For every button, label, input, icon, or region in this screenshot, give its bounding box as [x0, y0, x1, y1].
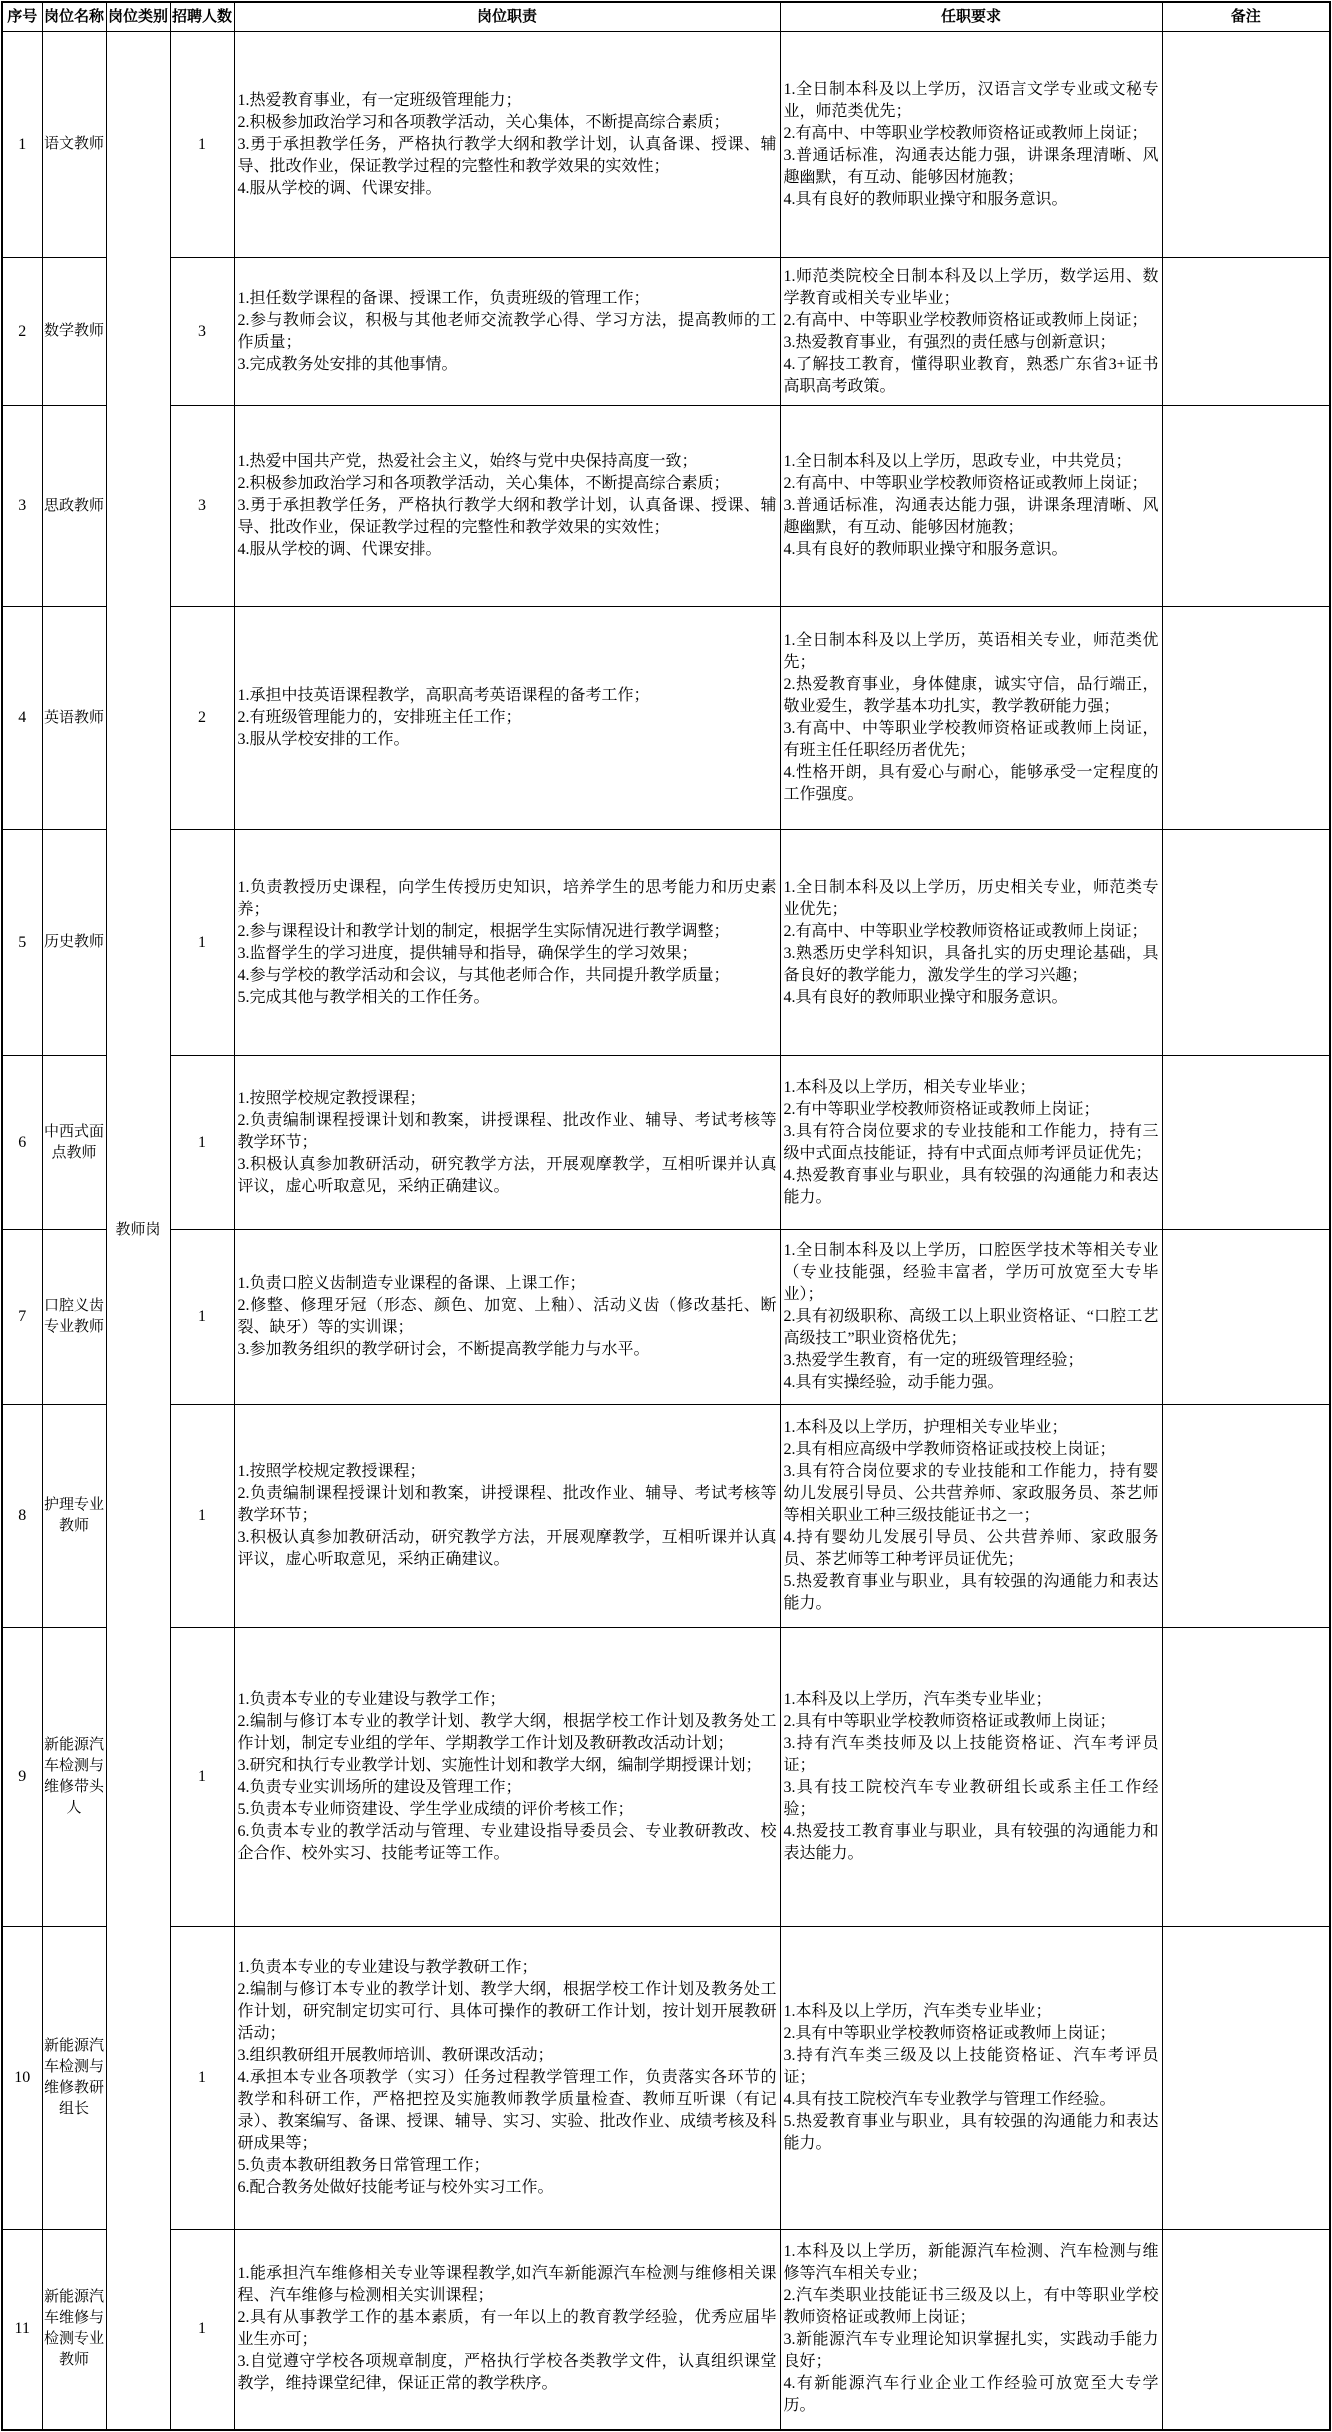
- requirement-item: 3.持有汽车类技师及以上技能资格证、汽车考评员证；: [783, 1735, 1159, 1774]
- requirement-item: 2.汽车类职业技能证书三级及以上，有中等职业学校教师资格证或教师上岗证；: [783, 2287, 1159, 2327]
- duty-item: 6.负责本专业的教学活动与管理、专业建设指导委员会、专业教研教改、校企合作、校外实习、技能考证等工作。: [237, 1823, 777, 1862]
- requirement-item: 1.全日制本科及以上学历，口腔医学技术等相关专业（专业技能强，经验丰富者，学历可放宽至大专毕业）；: [783, 1242, 1159, 1303]
- cell-position-name: 新能源汽车检测与维修带头人: [42, 1628, 106, 1927]
- requirement-item: 4.具有良好的教师职业操守和服务意识。: [783, 541, 1068, 558]
- requirement-item: 3.熟悉历史学科知识，具备扎实的历史理论基础，具备良好的教学能力，激发学生的学习兴趣；: [783, 944, 1159, 984]
- cell-position-name: 新能源汽车维修与检测专业教师: [42, 2230, 106, 2430]
- cell-remarks: [1162, 830, 1330, 1056]
- cell-duties: [234, 406, 780, 607]
- cell-remarks: [1162, 406, 1330, 607]
- requirement-item: 1.全日制本科及以上学历，历史相关专业，师范类专业优先；: [783, 878, 1159, 918]
- cell-serial-number: 10: [2, 1927, 42, 2230]
- duty-item: 3.服从学校安排的工作。: [237, 731, 410, 748]
- duty-item: 2.参与教师会议，积极与其他老师交流教学心得、学习方法，提高教师的工作质量；: [237, 311, 777, 351]
- requirement-item: 3.具有符合岗位要求的专业技能和工作能力，持有三级中式面点技能证，持有中式面点师考评员证优先；: [783, 1122, 1159, 1162]
- cell-duties: [234, 1927, 780, 2230]
- cell-position-name: 口腔义齿专业教师: [42, 1230, 106, 1405]
- cell-serial-number: 8: [2, 1405, 42, 1628]
- cell-recruit-count: 1: [170, 2230, 234, 2430]
- cell-position-name: 英语教师: [42, 607, 106, 830]
- requirement-item: 5.热爱教育事业与职业，具有较强的沟通能力和表达能力。: [783, 1573, 1159, 1612]
- duty-item: 4.承担本专业各项教学（实习）任务过程教学管理工作，负责落实各环节的教学和科研工作，严格把控及实施教师教学质量检查、教师互听课（有记录）、教案编写、备课、授课、辅导、实习、实验、批改作业、成绩考核及科研成果等；: [237, 2069, 777, 2152]
- cell-recruit-count: 1: [170, 1230, 234, 1405]
- cell-recruit-count: 1: [170, 1056, 234, 1230]
- duty-item: 3.积极认真参加教研活动，研究教学方法，开展观摩教学，互相听课并认真评议，虚心听取意见，采纳正确建议。: [237, 1155, 777, 1195]
- cell-recruit-count: 1: [170, 1405, 234, 1628]
- duty-item: 4.服从学校的调、代课安排。: [237, 541, 442, 558]
- header-row: [2, 2, 1330, 32]
- requirement-item: 2.热爱教育事业，身体健康，诚实守信，品行端正，敬业爱生，教学基本功扎实，教学教研能力强；: [783, 676, 1159, 715]
- requirement-item: 2.有高中、中等职业学校教师资格证或教师上岗证；: [783, 922, 1148, 940]
- table-row: [2, 830, 1330, 1056]
- header-recruit-count: 招聘人数: [170, 2, 234, 32]
- duty-item: 6.配合教务处做好技能考证与校外实习工作。: [237, 2179, 554, 2196]
- requirement-item: 4.有新能源汽车行业企业工作经验可放宽至大专学历。: [783, 2375, 1159, 2415]
- cell-position-category: 教师岗: [106, 32, 170, 2430]
- cell-recruit-count: 3: [170, 258, 234, 406]
- requirement-item: 4.性格开朗，具有爱心与耐心，能够承受一定程度的工作强度。: [783, 764, 1159, 803]
- requirement-item: 4.具有实操经验，动手能力强。: [783, 1374, 1004, 1391]
- table-row: [2, 1927, 1330, 2230]
- table-row: [2, 1628, 1330, 1927]
- cell-position-name: 历史教师: [42, 830, 106, 1056]
- table-row: [2, 2230, 1330, 2430]
- cell-requirements: [780, 2230, 1162, 2430]
- requirement-item: 3.普通话标准，沟通表达能力强，讲课条理清晰、风趣幽默，有互动、能够因材施教；: [783, 497, 1159, 536]
- cell-remarks: [1162, 2230, 1330, 2430]
- requirement-item: 5.热爱教育事业与职业，具有较强的沟通能力和表达能力。: [783, 2113, 1159, 2152]
- duty-item: 1.热爱中国共产党，热爱社会主义，始终与党中央保持高度一致；: [237, 453, 698, 470]
- duty-item: 1.能承担汽车维修相关专业等课程教学,如汽车新能源汽车检测与维修相关课程、汽车维修与检测相关实训课程；: [237, 2265, 777, 2305]
- requirement-item: 1.本科及以上学历，护理相关专业毕业；: [783, 1419, 1068, 1436]
- cell-serial-number: 4: [2, 607, 42, 830]
- requirement-item: 4.了解技工教育，懂得职业教育，熟悉广东省3+证书高职高考政策。: [783, 355, 1159, 395]
- cell-duties: [234, 1628, 780, 1927]
- cell-requirements: [780, 1405, 1162, 1628]
- cell-position-name: 护理专业教师: [42, 1405, 106, 1628]
- cell-position-name: 数学教师: [42, 258, 106, 406]
- cell-requirements: [780, 1628, 1162, 1927]
- requirement-item: 1.本科及以上学历，相关专业毕业；: [783, 1078, 1036, 1096]
- cell-position-name: 语文教师: [42, 32, 106, 258]
- table-header: [2, 2, 1330, 32]
- duty-item: 1.热爱教育事业，有一定班级管理能力；: [237, 91, 522, 109]
- duty-item: 1.负责教授历史课程，向学生传授历史知识，培养学生的思考能力和历史素养；: [237, 878, 777, 918]
- requirement-item: 3.新能源汽车专业理论知识掌握扎实，实践动手能力良好；: [783, 2331, 1159, 2371]
- cell-duties: [234, 32, 780, 258]
- duty-item: 1.负责本专业的专业建设与教学工作；: [237, 1691, 506, 1708]
- requirement-item: 1.本科及以上学历，汽车类专业毕业；: [783, 2003, 1052, 2020]
- cell-remarks: [1162, 1230, 1330, 1405]
- cell-position-name: 思政教师: [42, 406, 106, 607]
- duty-item: 1.承担中技英语课程教学，高职高考英语课程的备考工作；: [237, 687, 650, 704]
- cell-serial-number: 9: [2, 1628, 42, 1927]
- cell-position-name: 新能源汽车检测与维修教研组长: [42, 1927, 106, 2230]
- table-row: [2, 258, 1330, 406]
- requirement-item: 2.有高中、中等职业学校教师资格证或教师上岗证；: [783, 311, 1148, 329]
- duty-item: 2.编制与修订本专业的教学计划、教学大纲，根据学校工作计划及教务处工作计划，研究制定切实可行、具体可操作的教研工作计划，按计划开展教研活动；: [237, 1981, 777, 2042]
- cell-requirements: [780, 258, 1162, 406]
- requirement-item: 4.热爱技工教育事业与职业，具有较强的沟通能力和表达能力。: [783, 1823, 1159, 1862]
- requirement-item: 4.具有良好的教师职业操守和服务意识。: [783, 190, 1068, 208]
- requirement-item: 2.具有中等职业学校教师资格证或教师上岗证；: [783, 2025, 1116, 2042]
- requirement-item: 4.具有良好的教师职业操守和服务意识。: [783, 988, 1068, 1006]
- requirement-item: 1.全日制本科及以上学历，思政专业，中共党员；: [783, 453, 1132, 470]
- duty-item: 2.具有从事教学工作的基本素质，有一年以上的教育教学经验，优秀应届毕业生亦可；: [237, 2309, 777, 2349]
- duty-item: 2.积极参加政治学习和各项教学活动，关心集体，不断提高综合素质；: [237, 475, 730, 492]
- cell-recruit-count: 1: [170, 830, 234, 1056]
- cell-recruit-count: 1: [170, 1927, 234, 2230]
- requirement-item: 1.本科及以上学历，新能源汽车检测、汽车检测与维修等汽车相关专业；: [783, 2243, 1159, 2283]
- duty-item: 3.组织教研组开展教师培训、教研课改活动；: [237, 2047, 554, 2064]
- duty-item: 2.编制与修订本专业的教学计划、教学大纲，根据学校工作计划及教务处工作计划，制定专业组的学年、学期教学工作计划及教研教改活动计划；: [237, 1713, 777, 1752]
- requirement-item: 2.具有初级职称、高级工以上职业资格证、“口腔工艺高级技工”职业资格优先；: [783, 1308, 1159, 1347]
- cell-serial-number: 2: [2, 258, 42, 406]
- cell-remarks: [1162, 1405, 1330, 1628]
- requirement-item: 2.有高中、中等职业学校教师资格证或教师上岗证；: [783, 475, 1148, 492]
- duty-item: 3.自觉遵守学校各项规章制度，严格执行学校各类教学文件，认真组织课堂教学，维持课堂纪律，保证正常的教学秩序。: [237, 2353, 777, 2393]
- requirement-item: 1.师范类院校全日制本科及以上学历，数学运用、数学教育或相关专业毕业；: [783, 267, 1159, 307]
- duty-item: 3.参加教务组织的教学研讨会，不断提高教学能力与水平。: [237, 1341, 650, 1358]
- header-remarks: 备注: [1162, 2, 1330, 32]
- cell-position-name: 中西式面点教师: [42, 1056, 106, 1230]
- cell-requirements: [780, 1927, 1162, 2230]
- duty-item: 4.参与学校的教学活动和会议，与其他老师合作，共同提升教学质量；: [237, 966, 730, 984]
- duty-item: 1.按照学校规定教授课程；: [237, 1463, 426, 1480]
- requirement-item: 3.持有汽车类三级及以上技能资格证、汽车考评员证；: [783, 2047, 1159, 2086]
- header-duties: 岗位职责: [234, 2, 780, 32]
- duty-item: 3.完成教务处安排的其他事情。: [237, 355, 458, 373]
- duty-item: 3.勇于承担教学任务，严格执行教学大纲和教学计划，认真备课、授课、辅导、批改作业，保证教学过程的完整性和教学效果的实效性；: [237, 135, 777, 175]
- cell-duties: [234, 2230, 780, 2430]
- duty-item: 2.负责编制课程授课计划和教案，讲授课程、批改作业、辅导、考试考核等教学环节；: [237, 1111, 777, 1151]
- requirement-item: 3.具有符合岗位要求的专业技能和工作能力，持有婴幼儿发展引导员、公共营养师、家政服务员、茶艺师等相关职业工种三级技能证书之一；: [783, 1463, 1159, 1524]
- cell-serial-number: 7: [2, 1230, 42, 1405]
- cell-serial-number: 6: [2, 1056, 42, 1230]
- requirement-item: 1.全日制本科及以上学历，英语相关专业，师范类优先；: [783, 632, 1159, 671]
- job-table: [1, 1, 1331, 2431]
- requirement-item: 3.热爱学生教育，有一定的班级管理经验；: [783, 1352, 1084, 1369]
- duty-item: 3.监督学生的学习进度，提供辅导和指导，确保学生的学习效果；: [237, 944, 698, 962]
- requirement-item: 2.具有相应高级中学教师资格证或技校上岗证；: [783, 1441, 1116, 1458]
- duty-item: 1.负责口腔义齿制造专业课程的备课、上课工作；: [237, 1275, 586, 1292]
- duty-item: 1.按照学校规定教授课程；: [237, 1089, 426, 1107]
- requirement-item: 2.有中等职业学校教师资格证或教师上岗证；: [783, 1100, 1100, 1118]
- cell-remarks: [1162, 258, 1330, 406]
- cell-duties: [234, 830, 780, 1056]
- cell-requirements: [780, 32, 1162, 258]
- cell-remarks: [1162, 1927, 1330, 2230]
- requirement-item: 2.具有中等职业学校教师资格证或教师上岗证；: [783, 1713, 1116, 1730]
- table-row: [2, 607, 1330, 830]
- duty-item: 3.研究和执行专业教学计划、实施性计划和教学大纲，编制学期授课计划；: [237, 1757, 762, 1774]
- header-position-name: 岗位名称: [42, 2, 106, 32]
- duty-item: 1.担任数学课程的备课、授课工作，负责班级的管理工作；: [237, 289, 650, 307]
- duty-item: 5.负责本专业师资建设、学生学业成绩的评价考核工作；: [237, 1801, 634, 1818]
- header-serial-number: 序号: [2, 2, 42, 32]
- duty-item: 4.负责专业实训场所的建设及管理工作；: [237, 1779, 522, 1796]
- table-row: [2, 32, 1330, 258]
- duty-item: 5.完成其他与教学相关的工作任务。: [237, 988, 490, 1006]
- cell-requirements: [780, 1230, 1162, 1405]
- requirement-item: 3.有高中、中等职业学校教师资格证或教师上岗证，有班主任任职经历者优先；: [783, 720, 1159, 759]
- table-row: [2, 1405, 1330, 1628]
- duty-item: 5.负责本教研组教务日常管理工作；: [237, 2157, 490, 2174]
- table-body: [2, 32, 1330, 2430]
- duty-item: 2.积极参加政治学习和各项教学活动，关心集体，不断提高综合素质；: [237, 113, 730, 131]
- duty-item: 4.服从学校的调、代课安排。: [237, 179, 442, 197]
- requirement-item: 4.具有技工院校汽车专业教学与管理工作经验。: [783, 2091, 1116, 2108]
- cell-duties: [234, 1230, 780, 1405]
- duty-item: 3.勇于承担教学任务，严格执行教学大纲和教学计划，认真备课、授课、辅导、批改作业，保证教学过程的完整性和教学效果的实效性；: [237, 497, 777, 536]
- table-row: [2, 406, 1330, 607]
- duty-item: 2.参与课程设计和教学计划的制定，根据学生实际情况进行教学调整；: [237, 922, 730, 940]
- cell-duties: [234, 1405, 780, 1628]
- cell-requirements: [780, 607, 1162, 830]
- cell-recruit-count: 3: [170, 406, 234, 607]
- cell-duties: [234, 607, 780, 830]
- duty-item: 2.负责编制课程授课计划和教案，讲授课程、批改作业、辅导、考试考核等教学环节；: [237, 1485, 777, 1524]
- table-row: [2, 1056, 1330, 1230]
- cell-remarks: [1162, 1056, 1330, 1230]
- requirement-item: 3.具有技工院校汽车专业教研组长或系主任工作经验；: [783, 1779, 1159, 1818]
- requirement-item: 4.热爱教育事业与职业，具有较强的沟通能力和表达能力。: [783, 1166, 1159, 1206]
- duty-item: 1.负责本专业的专业建设与教学教研工作；: [237, 1959, 538, 1976]
- requirement-item: 3.普通话标准，沟通表达能力强，讲课条理清晰、风趣幽默，有互动、能够因材施教；: [783, 146, 1159, 186]
- requirement-item: 2.有高中、中等职业学校教师资格证或教师上岗证；: [783, 124, 1148, 142]
- duty-item: 3.积极认真参加教研活动，研究教学方法，开展观摩教学，互相听课并认真评议，虚心听取意见，采纳正确建议。: [237, 1529, 777, 1568]
- cell-serial-number: 11: [2, 2230, 42, 2430]
- requirement-item: 1.全日制本科及以上学历，汉语言文学专业或文秘专业，师范类优先；: [783, 80, 1159, 120]
- recruitment-table-page: [0, 1, 1332, 2431]
- requirement-item: 1.本科及以上学历，汽车类专业毕业；: [783, 1691, 1052, 1708]
- cell-recruit-count: 1: [170, 1628, 234, 1927]
- cell-requirements: [780, 1056, 1162, 1230]
- cell-requirements: [780, 830, 1162, 1056]
- cell-recruit-count: 2: [170, 607, 234, 830]
- table-row: [2, 1230, 1330, 1405]
- cell-duties: [234, 1056, 780, 1230]
- cell-remarks: [1162, 1628, 1330, 1927]
- requirement-item: 4.持有婴幼儿发展引导员、公共营养师、家政服务员、茶艺师等工种考评员证优先；: [783, 1529, 1159, 1568]
- header-requirements: 任职要求: [780, 2, 1162, 32]
- requirement-item: 3.热爱教育事业，有强烈的责任感与创新意识；: [783, 333, 1116, 351]
- cell-remarks: [1162, 32, 1330, 258]
- header-position-category: 岗位类别: [106, 2, 170, 32]
- cell-remarks: [1162, 607, 1330, 830]
- duty-item: 2.有班级管理能力的，安排班主任工作；: [237, 709, 522, 726]
- cell-recruit-count: 1: [170, 32, 234, 258]
- cell-serial-number: 3: [2, 406, 42, 607]
- cell-serial-number: 5: [2, 830, 42, 1056]
- cell-duties: [234, 258, 780, 406]
- cell-serial-number: 1: [2, 32, 42, 258]
- duty-item: 2.修整、修理牙冠（形态、颜色、加宽、上釉）、活动义齿（修改基托、断裂、缺牙）等的实训课；: [237, 1297, 777, 1336]
- cell-requirements: [780, 406, 1162, 607]
